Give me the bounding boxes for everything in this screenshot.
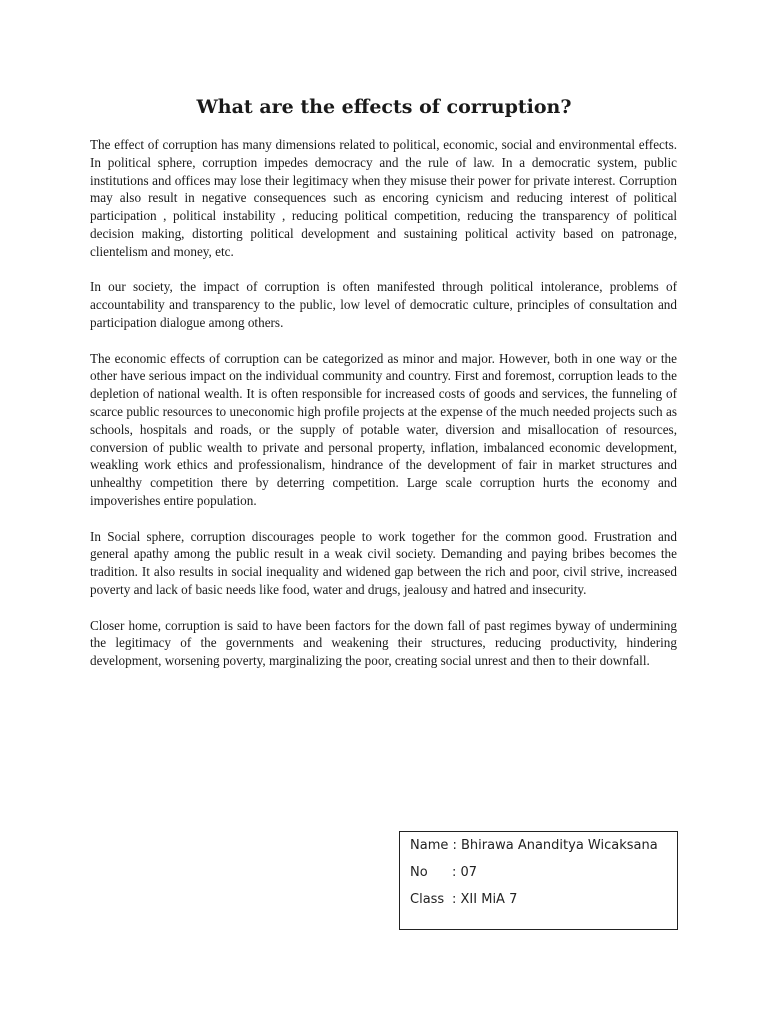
student-class-row <box>410 891 667 908</box>
no-value: 07 <box>460 865 478 880</box>
student-name-text <box>410 837 658 854</box>
paragraph-social-effects: In Social sphere, corruption discourages people to work together for the common good. Frustration and general apathy among the public result in a weak civil society. Demanding and paying bribes becomes the tradition. It also results in social inequality and widened gap between the rich and poor, civil strive, increased poverty and lack of basic needs like food, water and drugs, jealousy and hatred and insecurity. <box>90 528 677 597</box>
paragraph-economic-effects: The economic effects of corruption can be categorized as minor and major. However, both in one way or the other have serious impact on the individual community and country. First and foremost, corruption leads to the depletion of national wealth. It is often responsible for increased costs of goods and services, the funneling of scarce public resources to uneconomic high profile projects at the expense of the much needed projects such as schools, hospitals and roads, or the supply of potable water, diversion and misallocation of resources, conversion of public wealth to private and personal property, inflation, imbalanced economic development, weakling work ethics and professionalism, hindrance of the development of fair in market structures and unhealthy competition there by deterring competition. Large scale corruption hurts the economy and impoverishes entire population. <box>90 350 677 508</box>
paragraph-closer-home: Closer home, corruption is said to have been factors for the down fall of past regimes byway of undermining the legitimacy of the governments and weakening their structures, reducing productivity, hindering development, worsening poverty, marginalizing the poor, creating social unrest and then to their downfall. <box>90 617 677 669</box>
name-value: Bhirawa Ananditya Wicaksana <box>461 838 658 853</box>
document-title: What are the effects of corruption? <box>196 96 572 118</box>
name-separator: : <box>448 838 462 853</box>
no-separator: : <box>452 865 461 880</box>
name-label: Name <box>410 838 449 853</box>
paragraph-political-effects: The effect of corruption has many dimensions related to political, economic, social and environmental effects. In political sphere, corruption impedes democracy and the rule of law. In a democratic system, public institutions and offices may lose their legitimacy when they misuse their power for private interest. Corruption may also result in negative consequences such as encoring cynicism and reducing interest of political participation , political instability , reducing political competition, reducing the transparency of political decision making, distorting political development and sustaining political activity based on patronage, clientelism and money, etc. <box>90 137 677 259</box>
student-info-box <box>399 831 678 930</box>
no-label: No <box>410 865 428 880</box>
paragraph-society-impact: In our society, the impact of corruption is often manifested through political intolerance, problems of accountability and transparency to the public, low level of democratic culture, principles of consultation and participation dialogue among others. <box>90 279 677 330</box>
class-label: Class <box>410 892 445 907</box>
class-value: XII MiA 7 <box>460 892 518 907</box>
document-body <box>90 136 677 688</box>
student-no-row <box>410 864 667 881</box>
class-separator: : <box>452 892 461 907</box>
student-name-row <box>410 837 667 854</box>
